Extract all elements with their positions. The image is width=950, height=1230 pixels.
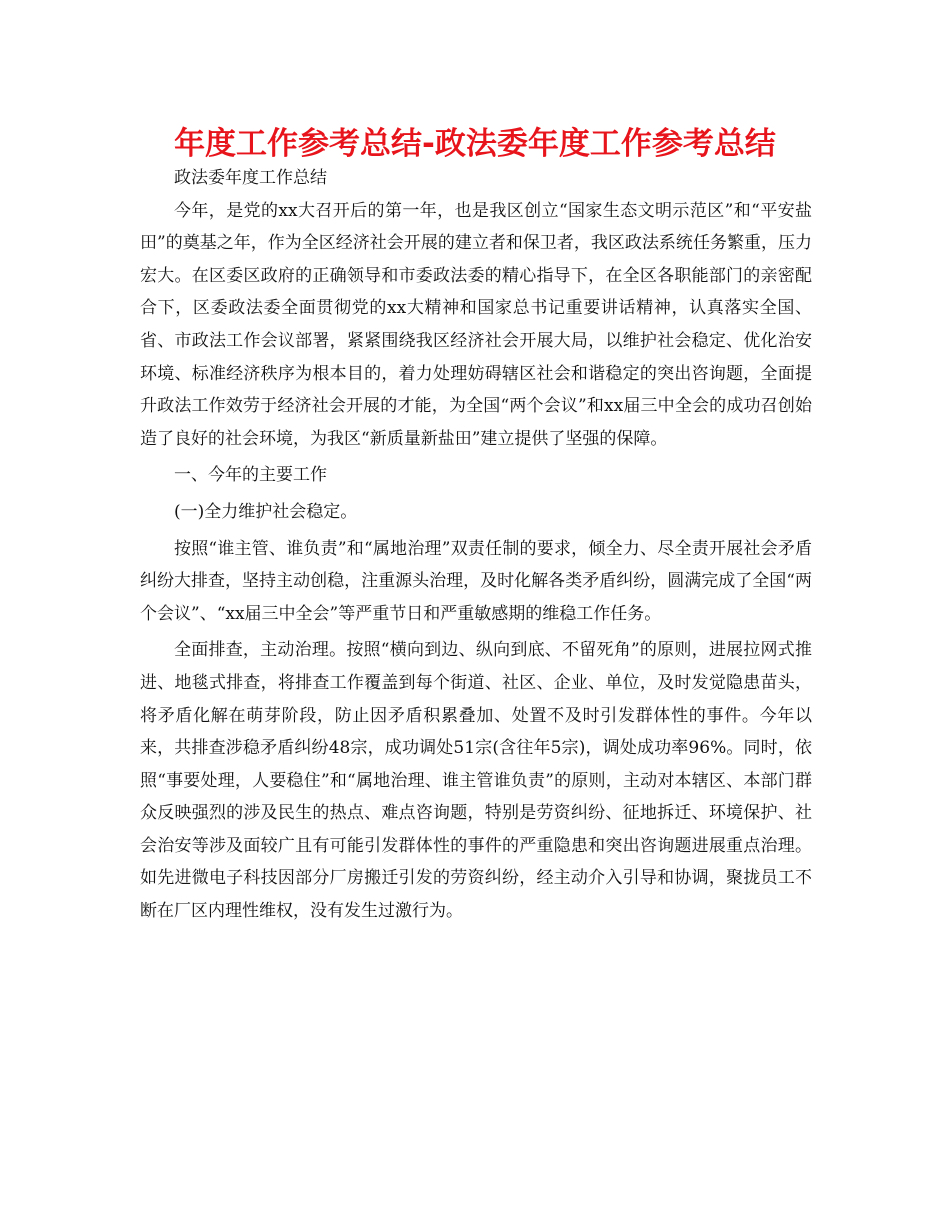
section-heading: 一、今年的主要工作: [174, 465, 327, 486]
body-paragraph: 全面排查，主动治理。按照“横向到边、纵向到底、不留死角”的原则，进展拉网式推进、地毯式排查，将排查工作覆盖到每个街道、社区、企业、单位，及时发觉隐患苗头，将矛盾化解在萌芽阶段，防止因矛盾积累叠加、处置不及时引发群体性的事件。今年以来，共排查涉稳矛盾纠纷48宗，成功调处51宗(含往年5宗)，调处成功率96%。同时，依照“事要处理，人要稳住”和“属地治理、谁主管谁负责”的原则，主动对本辖区、本部门群众反映强烈的涉及民生的热点、难点咨询题，特别是劳资纠纷、征地拆迁、环境保护、社会治安等涉及面较广且有可能引发群体性的事件的严重隐患和突出咨询题进展重点治理。如先进微电子科技因部分厂房搬迁引发的劳资纠纷，经主动介入引导和协调，聚拢员工不断在厂区内理性维权，没有发生过激行为。: [140, 640, 812, 922]
document-subtitle: 政法委年度工作总结: [174, 168, 327, 188]
document-body: [140, 162, 812, 928]
body-paragraph: 今年，是党的xx大召开后的第一年，也是我区创立“国家生态文明示范区”和“平安盐田”的奠基之年，作为全区经济社会开展的建立者和保卫者，我区政法系统任务繁重，压力宏大。在区委区政府的正确领导和市委政法委的精心指导下，在全区各职能部门的亲密配合下，区委政法委全面贯彻党的xx大精神和国家总书记重要讲话精神，认真落实全国、省、市政法工作会议部署，紧紧围绕我区经济社会开展大局，以维护社会稳定、优化治安环境、标准经济秩序为根本目的，着力处理妨碍辖区社会和谐稳定的突出咨询题，全面提升政法工作效劳于经济社会开展的才能，为全国“两个会议”和xx届三中全会的成功召创始造了良好的社会环境，为我区“新质量新盐田”建立提供了坚强的保障。: [140, 200, 812, 449]
body-paragraph: 按照“谁主管、谁负责”和“属地治理”双责任制的要求，倾全力、尽全责开展社会矛盾纠纷大排查，坚持主动创稳，注重源头治理，及时化解各类矛盾纠纷，圆满完成了全国“两个会议”、“xx届三中全会”等严重节日和严重敏感期的维稳工作任务。: [140, 538, 812, 624]
subsection-heading: (一)全力维护社会稳定。: [174, 501, 358, 522]
document-title: 年度工作参考总结-政法委年度工作参考总结: [174, 126, 776, 162]
